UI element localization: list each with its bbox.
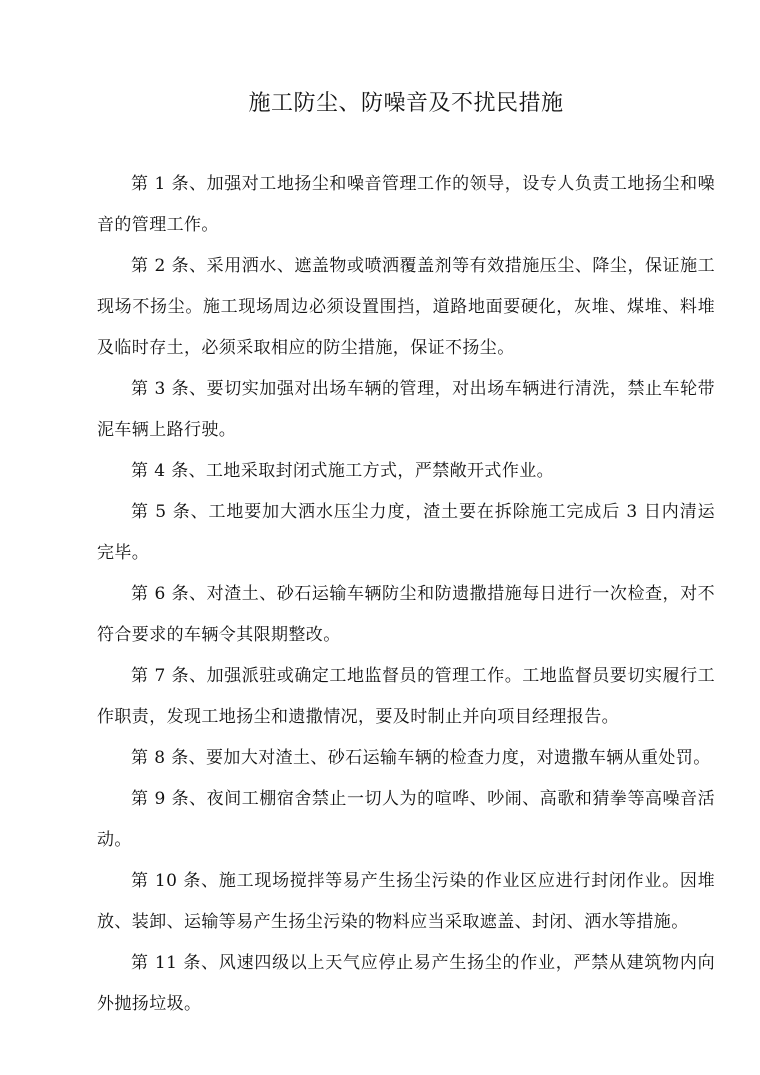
article-7: 第 7 条、加强派驻或确定工地监督员的管理工作。工地监督员要切实履行工作职责，发现工地扬尘和遗撒情况，要及时制止并向项目经理报告。 [97,666,715,727]
article-8: 第 8 条、要加大对渣土、砂石运输车辆的检查力度，对遗撒车辆从重处罚。 [131,748,711,768]
article-9: 第 9 条、夜间工棚宿舍禁止一切人为的喧哗、吵闹、高歌和猜拳等高噪音活动。 [97,789,715,850]
article-10: 第 10 条、施工现场搅拌等易产生扬尘污染的作业区应进行封闭作业。因堆放、装卸、运输等易产生扬尘污染的物料应当采取遮盖、封闭、洒水等措施。 [97,871,715,932]
article-1: 第 1 条、加强对工地扬尘和噪音管理工作的领导，设专人负责工地扬尘和噪音的管理工作。 [97,174,715,235]
article-2: 第 2 条、采用洒水、遮盖物或喷洒覆盖剂等有效措施压尘、降尘，保证施工现场不扬尘。施工现场周边必须设置围挡，道路地面要硬化，灰堆、煤堆、料堆及临时存土，必须采取相应的防尘措施，保证不扬尘。 [97,256,715,358]
article-6: 第 6 条、对渣土、砂石运输车辆防尘和防遗撒措施每日进行一次检查，对不符合要求的车辆令其限期整改。 [97,584,715,645]
article-5: 第 5 条、工地要加大洒水压尘力度，渣土要在拆除施工完成后 3 日内清运完毕。 [97,502,715,563]
document-body [97,164,715,1025]
page-title: 施工防尘、防噪音及不扰民措施 [248,91,564,116]
article-4: 第 4 条、工地采取封闭式施工方式，严禁敞开式作业。 [131,461,555,481]
article-11: 第 11 条、风速四级以上天气应停止易产生扬尘的作业，严禁从建筑物内向外抛扬垃圾。 [97,953,715,1014]
article-3: 第 3 条、要切实加强对出场车辆的管理，对出场车辆进行清洗，禁止车轮带泥车辆上路行驶。 [97,379,715,440]
